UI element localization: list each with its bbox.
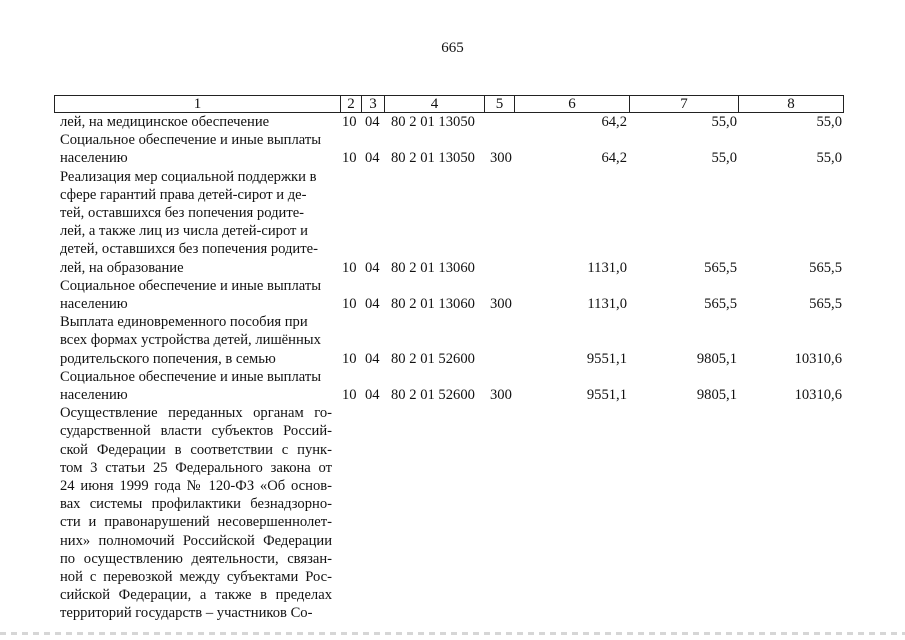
subsection-code: 04: [365, 114, 380, 130]
row-description-line: лей, на медицинское обеспечение: [60, 114, 270, 130]
header-col-3: 3: [361, 95, 384, 113]
amount-year-2: 9805,1: [696, 350, 737, 367]
section-code: 10: [342, 150, 357, 167]
row-description-line: вах системы профилактики безнадзорно-: [60, 496, 332, 513]
row-description-line: Социальное обеспечение и иные выплаты: [60, 277, 322, 294]
target-article-code: 80 2 01 13050: [391, 114, 475, 130]
target-article-code: 80 2 01 13050: [391, 150, 475, 167]
subsection-code: 04: [365, 350, 380, 367]
section-code: 10: [342, 114, 357, 130]
header-col-8: 8: [738, 95, 844, 113]
amount-year-2: 55,0: [711, 114, 737, 130]
row-description-line: по осуществлению деятельности, связан-: [60, 550, 332, 567]
row-description-line: Реализация мер социальной поддержки в: [60, 168, 317, 185]
header-col-4: 4: [384, 95, 484, 113]
row-description-line: всех формах устройства детей, лишённых: [60, 332, 321, 349]
header-col-2: 2: [340, 95, 361, 113]
subsection-code: 04: [365, 387, 380, 403]
header-col-1: 1: [54, 95, 340, 113]
row-description-line: 24 июня 1999 года № 120-ФЗ «Об основ-: [60, 478, 332, 494]
amount-year-3: 565,5: [809, 296, 842, 312]
row-description-line: детей, оставшихся без попечения родите-: [60, 241, 318, 258]
amount-year-2: 55,0: [711, 150, 737, 167]
row-description-line: Осуществление переданных органам го-: [60, 405, 332, 422]
amount-year-1: 64,2: [601, 114, 627, 130]
section-code: 10: [342, 259, 357, 276]
row-description-line: населению: [60, 387, 128, 403]
header-col-6: 6: [514, 95, 629, 113]
amount-year-2: 565,5: [704, 296, 737, 312]
amount-year-1: 9551,1: [586, 387, 627, 403]
amount-year-3: 565,5: [809, 259, 842, 276]
row-description-line: лей, а также лиц из числа детей-сирот и: [60, 223, 308, 240]
row-description-line: Социальное обеспечение и иные выплаты: [60, 368, 322, 385]
row-description-line: сударственной власти субъектов Россий-: [60, 423, 332, 440]
row-description-line: том 3 статьи 25 Федерального закона от: [60, 459, 332, 476]
amount-year-1: 64,2: [601, 150, 627, 167]
expense-type-code: 300: [490, 150, 512, 167]
amount-year-1: 9551,1: [586, 350, 627, 367]
amount-year-3: 55,0: [816, 114, 842, 130]
subsection-code: 04: [365, 150, 380, 167]
row-description-line: родительского попечения, в семью: [60, 350, 276, 367]
row-description-line: тей, оставшихся без попечения родите-: [60, 205, 305, 221]
header-col-5: 5: [484, 95, 514, 113]
row-description-line: населению: [60, 150, 128, 167]
expense-type-code: 300: [490, 296, 512, 312]
target-article-code: 80 2 01 52600: [391, 387, 475, 403]
subsection-code: 04: [365, 296, 380, 312]
section-code: 10: [342, 296, 357, 312]
amount-year-2: 565,5: [704, 259, 737, 276]
target-article-code: 80 2 01 13060: [391, 296, 475, 312]
row-description-line: них» полномочий Российской Федерации: [60, 532, 332, 549]
amount-year-3: 55,0: [816, 150, 842, 167]
target-article-code: 80 2 01 13060: [391, 259, 475, 276]
amount-year-1: 1131,0: [587, 296, 627, 312]
row-description-line: сти и правонарушений несовершеннолет-: [60, 514, 332, 531]
page-number: 665: [441, 40, 464, 56]
amount-year-3: 10310,6: [794, 350, 842, 367]
expense-type-code: 300: [490, 387, 512, 403]
section-code: 10: [342, 350, 357, 367]
row-description-line: сфере гарантий права детей-сирот и де-: [60, 186, 307, 203]
row-description-line: сийской Федерации, а также в пределах: [60, 587, 332, 604]
amount-year-3: 10310,6: [794, 387, 842, 403]
row-description-line: лей, на образование: [60, 259, 184, 276]
scan-edge-artifact: [0, 632, 905, 635]
section-code: 10: [342, 387, 357, 403]
row-description-line: населению: [60, 296, 128, 312]
row-description-line: Социальное обеспечение и иные выплаты: [60, 132, 322, 149]
amount-year-2: 9805,1: [696, 387, 737, 403]
row-description-line: ской Федерации в соответствии с пунк-: [60, 441, 332, 458]
row-description-line: Выплата единовременного пособия при: [60, 314, 308, 331]
amount-year-1: 1131,0: [587, 259, 627, 276]
row-description-line: территорий государств – участников Со-: [60, 605, 313, 622]
row-description-line: ной с перевозкой между субъектами Рос-: [60, 569, 332, 585]
target-article-code: 80 2 01 52600: [391, 350, 475, 367]
header-col-7: 7: [629, 95, 738, 113]
subsection-code: 04: [365, 259, 380, 276]
